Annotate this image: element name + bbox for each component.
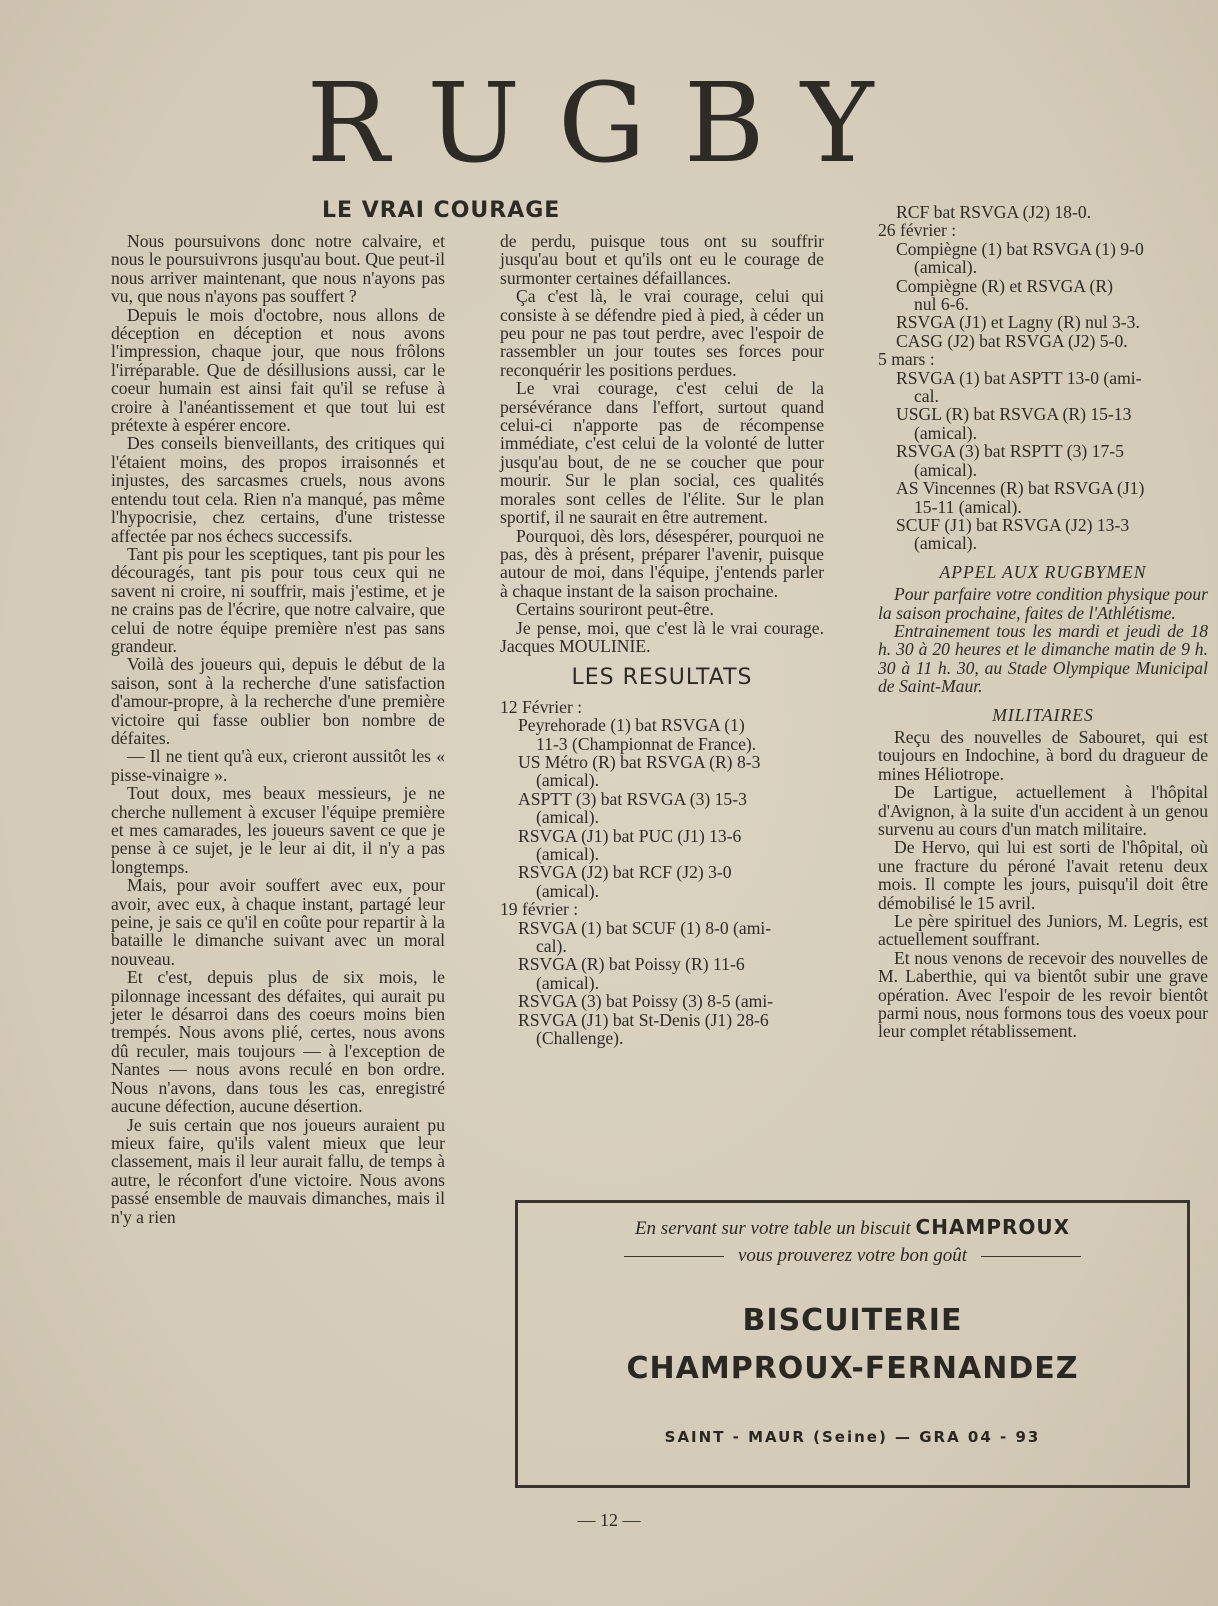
results-list-1 — [500, 698, 824, 1048]
result-line: RSVGA (1) bat ASPTT 13-0 (ami- — [896, 367, 1142, 388]
result-line: US Métro (R) bat RSVGA (R) 8-3 — [518, 751, 761, 772]
article-paragraph: Nous poursuivons donc notre calvaire, et nous le poursuivrons jusqu'au bout. Que peut-il nous arriver maintenant, que nous n'ayons pas vu, que nous n'ayons pas souffert ? — [111, 231, 445, 307]
result-line: 11-3 (Championnat de France). — [536, 733, 757, 754]
article-column-2 — [500, 232, 824, 1047]
article-paragraph: Je suis certain que nos joueurs auraient pu mieux faire, qu'ils valent mieux que leur classement, mais il leur aurait fallu, de temps à autre, le réconfort d'une victoire. Nous avons passé ensemble de mauvais dimanches, mais il n'y a rien — [111, 1114, 445, 1227]
result-line: RSVGA (J2) bat RCF (J2) 3-0 — [518, 862, 732, 883]
article-paragraph: Ça c'est là, le vrai courage, celui qui consiste à se défendre pied à pied, à céder un peu pour ne pas tout perdre, avec l'espoir de rassembler un jour toutes ses forces pour reconquérir les positions perdues. — [500, 286, 824, 380]
result-line: AS Vincennes (R) bat RSVGA (J1) — [896, 478, 1145, 499]
result-line: (amical). — [536, 972, 600, 993]
ad-company-line-1: BISCUITERIE — [742, 1303, 963, 1338]
result-line: (amical). — [536, 844, 600, 864]
results-list-2 — [878, 203, 1208, 553]
result-line: (amical). — [914, 459, 978, 480]
results-heading: LES RESULTATS — [571, 665, 753, 691]
result-line: SCUF (J1) bat RSVGA (J2) 13-3 — [896, 514, 1130, 535]
militaires-paragraph: Le père spirituel des Juniors, M. Legris, est actuellement souffrant. — [878, 911, 1208, 950]
results-date: 12 Février : — [500, 696, 583, 717]
ad-tagline — [518, 1215, 1187, 1240]
result-line: USGL (R) bat RSVGA (R) 15-13 — [896, 404, 1132, 425]
ad-company-line-2: CHAMPROUX-FERNANDEZ — [626, 1351, 1079, 1386]
article-heading: LE VRAI COURAGE — [322, 198, 561, 223]
ad-address: SAINT - MAUR (Seine) — GRA 04 - 93 — [664, 1428, 1041, 1446]
result-line: (amical). — [536, 880, 600, 901]
ad-rule — [624, 1256, 724, 1257]
militaires-heading: MILITAIRES — [992, 704, 1094, 725]
article-paragraph: Tant pis pour les sceptiques, tant pis pour les découragés, tant pis pour tous ceux qui ne savent ni croire, ni souffrir, mais j'estime, et je ne crains pas de l'écrire, que notre calvaire, que celui de notre équipe première n'est pas sans grandeur. — [111, 543, 445, 656]
article-signature: Je pense, moi, que c'est là le vrai courage. Jacques MOULINIE. — [500, 617, 824, 656]
ad-tagline-2-text: vous prouverez votre bon goût — [737, 1245, 967, 1266]
result-line: (amical). — [914, 257, 978, 278]
article-paragraph: de perdu, puisque tous ont su souffrir jusqu'au bout et qu'ils ont eu le courage de surmonter certaines défaillances. — [500, 231, 824, 288]
article-paragraph: Voilà des joueurs qui, depuis le début de la saison, sont à la recherche d'une satisfaction d'amour-propre, à la recherche d'une première victoire qui fasse oublier bon nombre de défaites. — [111, 654, 445, 748]
advertisement-box — [515, 1200, 1190, 1488]
result-line: CASG (J2) bat RSVGA (J2) 5-0. — [896, 330, 1128, 351]
result-line: (amical). — [536, 807, 600, 828]
results-column-3 — [878, 203, 1208, 1041]
result-line: 15-11 (amical). — [914, 496, 1022, 517]
article-paragraph: Tout doux, mes beaux messieurs, je ne cherche nullement à excuser l'équipe première et mes camarades, les joueurs savent ce que je pense à ce sujet, je le leur ai dit, il n'y a pas longtemps. — [111, 783, 445, 877]
ad-rule — [981, 1256, 1081, 1257]
result-line: nul 6-6. — [914, 294, 969, 315]
result-line: RSVGA (3) bat RSPTT (3) 17-5 — [896, 441, 1124, 462]
page-number: — 12 — — [577, 1510, 641, 1530]
ad-brand: CHAMPROUX — [915, 1215, 1071, 1239]
article-paragraph: Des conseils bienveillants, des critiques qui l'étaient moins, des propos irraisonnés et injustes, des sarcasmes cruels, nous avons entendu tout cela. Rien n'a manqué, pas même l'hypocrisie, chez certains, d'une tristesse affectée par nos échecs successifs. — [111, 433, 445, 546]
appel-heading: APPEL AUX RUGBYMEN — [939, 561, 1147, 582]
result-line: (Challenge). — [536, 1028, 624, 1049]
result-line: RSVGA (J1) et Lagny (R) nul 3-3. — [896, 312, 1140, 333]
result-line: RCF bat RSVGA (J2) 18-0. — [896, 202, 1092, 222]
article-paragraph: Et c'est, depuis plus de six mois, le pilonnage incessant des défaites, qui aurait pu jeter le désarroi dans des coeurs moins bien trempés. Nous avons plié, certes, nous avons dû reculer, mais toujours — à l'exception de Nantes — nous avons reculé en bon ordre. Nous n'avons, dans tous les cas, enregistré aucune défection, aucune désertion. — [111, 967, 445, 1117]
ad-tagline-2 — [518, 1245, 1187, 1267]
results-date: 26 février : — [878, 220, 957, 241]
result-line: (amical). — [536, 770, 600, 791]
results-date: 5 mars : — [878, 349, 935, 370]
result-line: RSVGA (R) bat Poissy (R) 11-6 — [518, 954, 745, 975]
result-line: cal. — [914, 386, 939, 407]
article-paragraph: Mais, pour avoir souffert avec eux, pour avoir, avec eux, à chaque instant, partagé leur peine, je sais ce qu'il en coûte pour repartir à la bataille le dimanche suivant avec un moral nouveau. — [111, 875, 445, 969]
result-line: Compiègne (1) bat RSVGA (1) 9-0 — [896, 238, 1144, 259]
results-date: 19 février : — [500, 899, 579, 920]
result-line: RSVGA (3) bat Poissy (3) 8-5 (ami- — [518, 991, 774, 1012]
result-line: RSVGA (1) bat SCUF (1) 8-0 (ami- — [518, 917, 772, 938]
appel-paragraph: Pour parfaire votre condition physique pour la saison prochaine, faites de l'Athlétisme. — [878, 584, 1208, 623]
result-line: (amical). — [914, 422, 978, 443]
article-paragraph: Depuis le mois d'octobre, nous allons de déception en déception et nous avons l'impression, chaque jour, que nous frôlons l'irréparable. Que de désillusions aussi, car le coeur humain est ainsi fait qu'il se refuse à croire à l'anéantissement et que tout lui est prétexte à espérer encore. — [111, 304, 445, 436]
article-paragraph: Pourquoi, dès lors, désespérer, pourquoi ne pas, dès à présent, préparer l'avenir, puisque autour de moi, dans l'équipe, j'entends parler à chaque instant de la saison prochaine. — [500, 525, 824, 601]
militaires-paragraph: Reçu des nouvelles de Sabouret, qui est toujours en Indochine, à bord du dragueur de mines Héliotrope. — [878, 726, 1208, 784]
ad-tagline-text: En servant sur votre table un biscuit — [634, 1218, 911, 1239]
result-line: RSVGA (J1) bat St-Denis (J1) 28-6 — [518, 1009, 769, 1030]
article-paragraph: — Il ne tient qu'à eux, crieront aussitôt les « pisse-vinaigre ». — [111, 746, 445, 785]
result-line: cal). — [536, 936, 567, 957]
result-line: ASPTT (3) bat RSVGA (3) 15-3 — [518, 788, 747, 809]
result-line: Peyrehorade (1) bat RSVGA (1) — [518, 715, 745, 736]
militaires-paragraph: De Hervo, qui lui est sorti de l'hôpital, où une fracture du péroné l'avait retenu deux mois. Il compte les jours, puisqu'il doit être démobilisé le 15 avril. — [878, 837, 1208, 913]
militaires-paragraph: Et nous venons de recevoir des nouvelles de M. Laberthie, qui va bientôt subir une grave opération. Avec l'espoir de les revoir bientôt parmi nous, nous formons tous des voeux pour leur complet rétablissement. — [878, 947, 1208, 1042]
article-paragraph: Certains souriront peut-être. — [516, 599, 714, 620]
article-paragraph: Le vrai courage, c'est celui de la persévérance dans l'effort, surtout quand celui-ci n'apporte pas de récompense immédiate, c'est celui de la volonté de lutter jusqu'au bout, de ne se coucher que pour mourir. Sur le plan social, ces qualités morales sont celles de l'élite. Sur le plan sportif, il ne saurait en être autrement. — [500, 378, 824, 528]
result-line: Compiègne (R) et RSVGA (R) — [896, 275, 1113, 296]
militaires-paragraph: De Lartigue, actuellement à l'hôpital d'Avignon, à la suite d'un accident à un genou survenu au cours d'un match militaire. — [878, 782, 1208, 839]
page-title: RUGBY — [306, 59, 912, 187]
article-column-1 — [111, 232, 445, 1226]
result-line: (amical). — [914, 533, 978, 554]
appel-paragraph: Entrainement tous les mardi et jeudi de 18 h. 30 à 20 heures et le dimanche matin de 9 h. 30 à 11 h. 30, au Stade Olympique Municipal de Saint-Maur. — [878, 620, 1208, 697]
result-line: RSVGA (J1) bat PUC (J1) 13-6 — [518, 825, 742, 846]
